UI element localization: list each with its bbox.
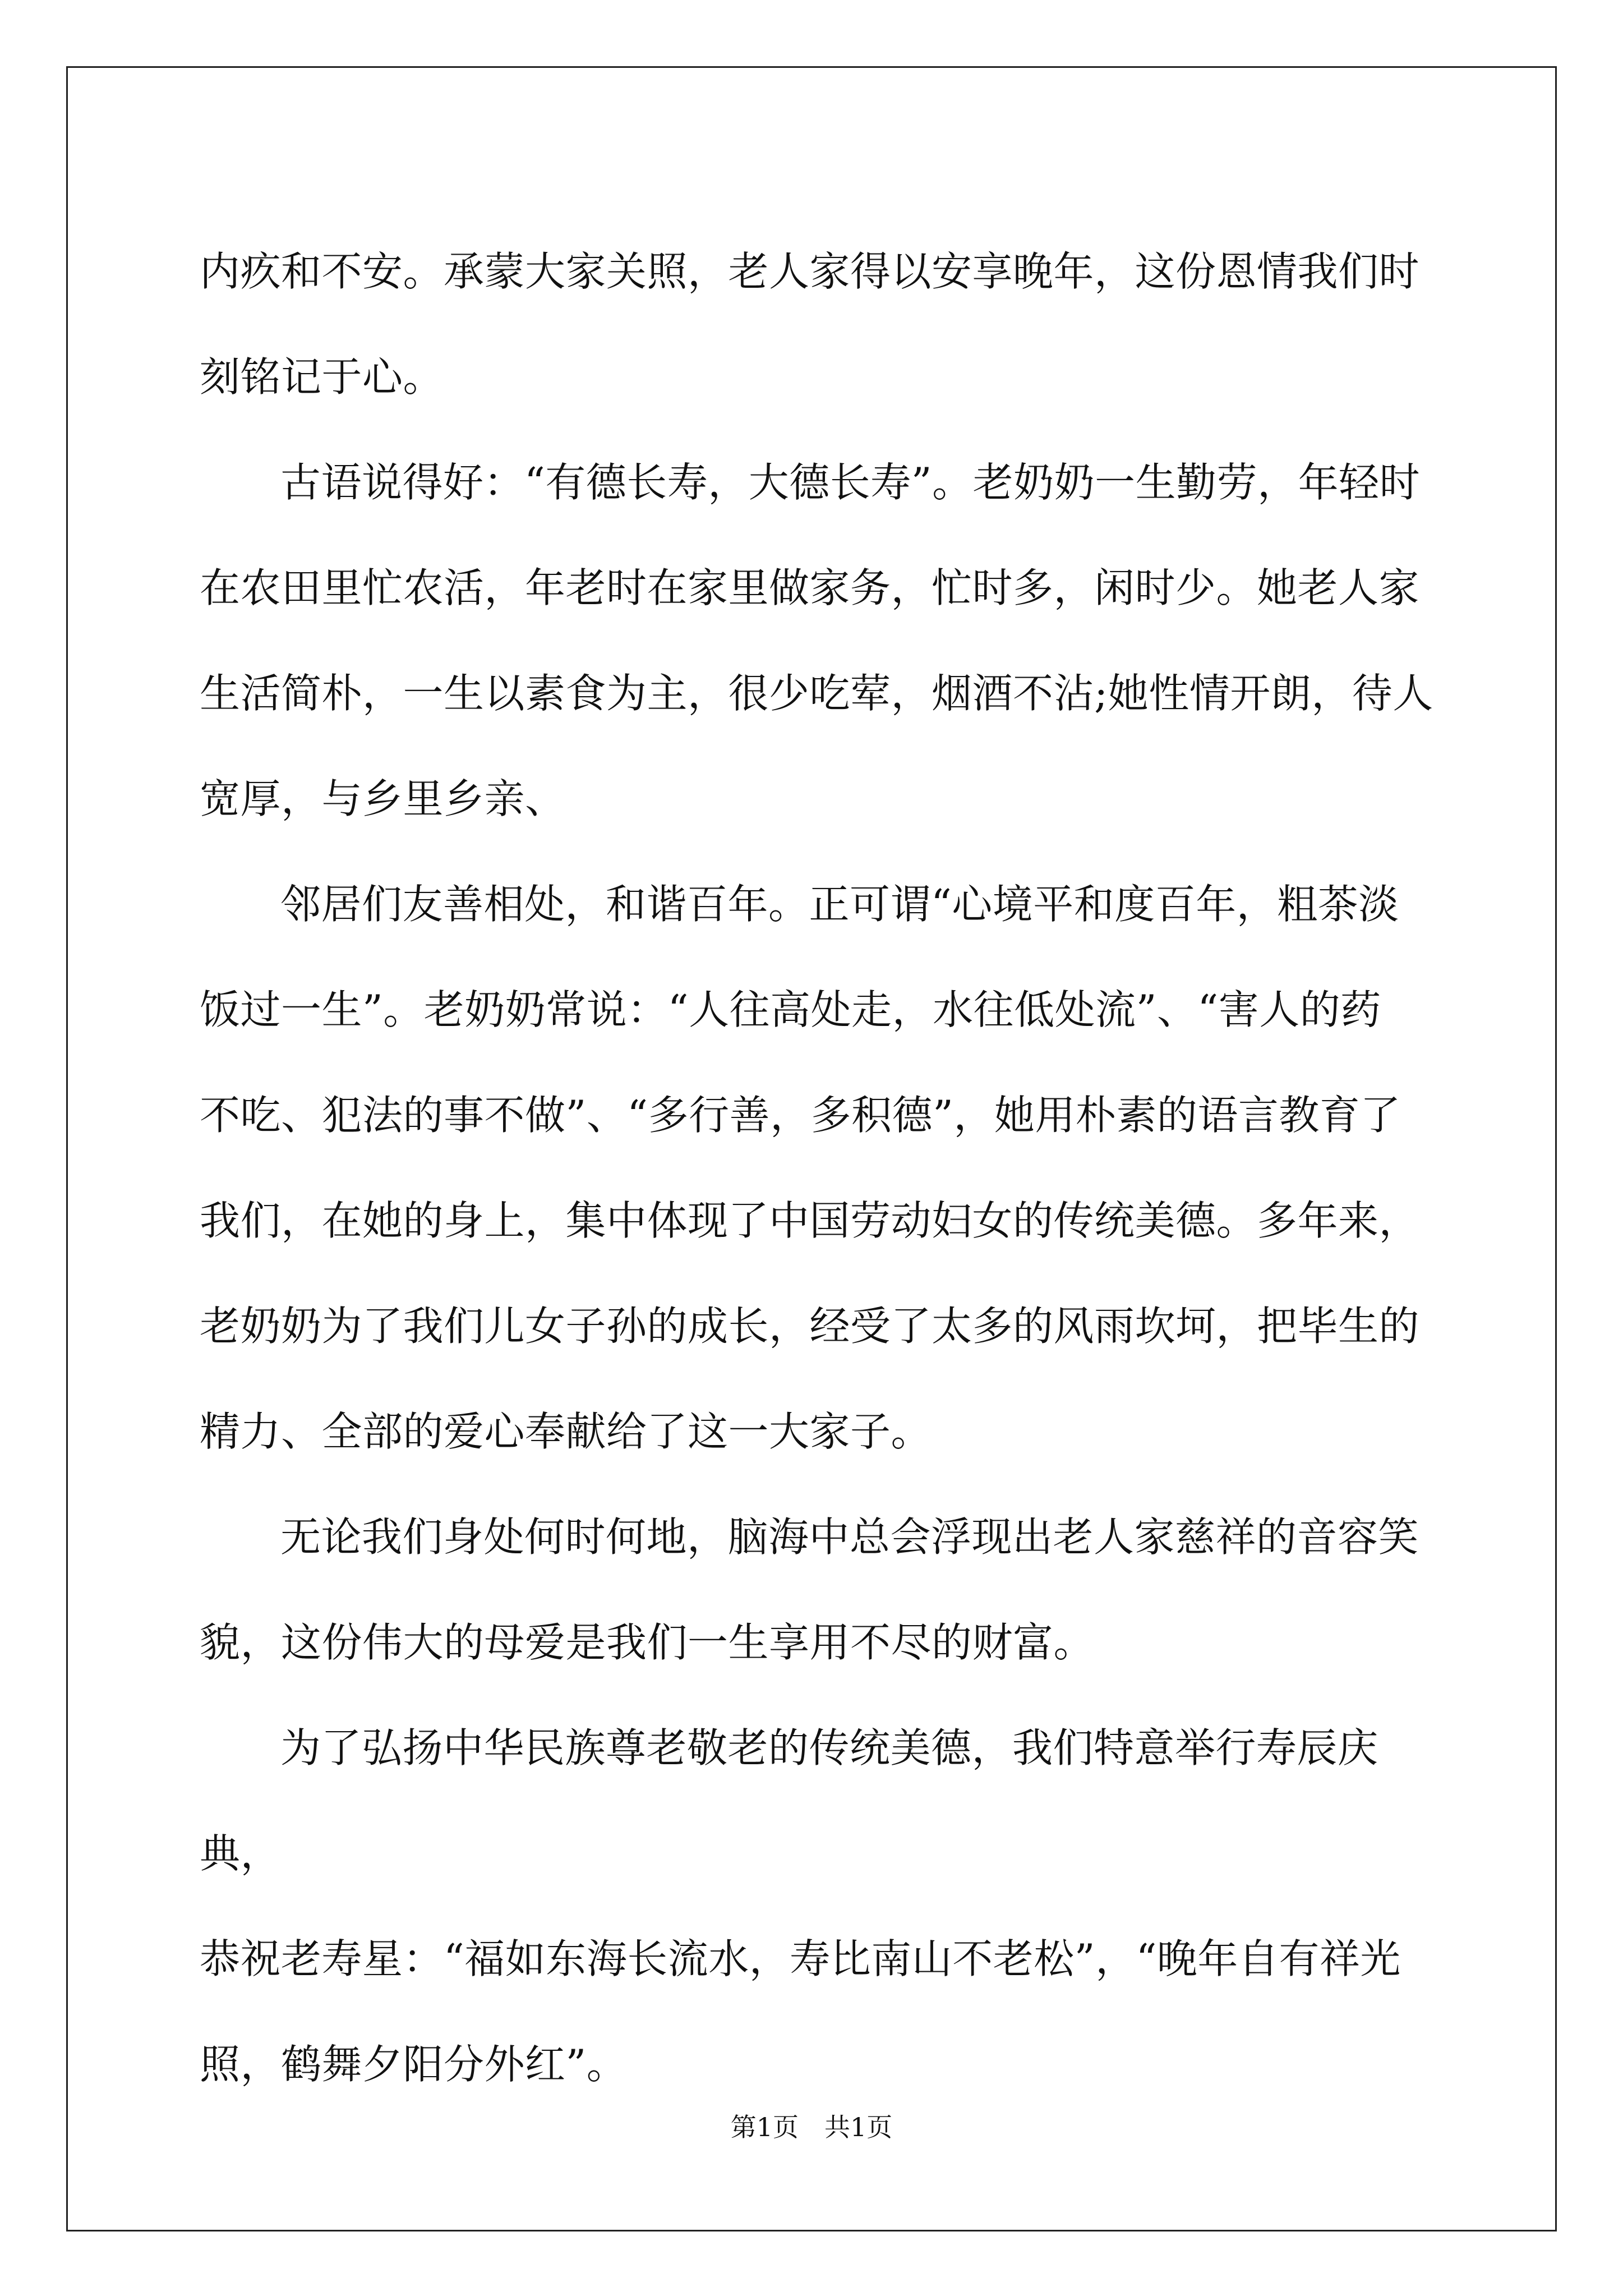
text-line: 照，鹤舞夕阳分外红”。 [200,2041,628,2088]
paragraph-4 [200,1484,1445,1695]
text-line: 精力、全部的爱心奉献给了这一大家子。 [200,1408,932,1455]
text-line: 在农田里忙农活，年老时在家里做家务，忙时多，闲时少。她老人家 [200,564,1420,611]
paragraph-3 [200,852,1445,1484]
document-body [200,219,1445,2117]
text-line: 饭过一生”。老奶奶常说：“人往高处走，水往低处流”、“害人的药 [200,986,1381,1033]
paragraph-5 [200,1695,1445,2117]
text-line: 生活简朴，一生以素食为主，很少吃荤，烟酒不沾;她性情开朗，待人 [200,670,1433,717]
text-line: 邻居们友善相处，和谐百年。正可谓“心境平和度百年，粗茶淡 [280,881,1399,928]
text-line: 古语说得好：“有德长寿，大德长寿”。老奶奶一生勤劳，年轻时 [280,459,1421,506]
paragraph-2 [200,430,1445,852]
text-line: 我们，在她的身上，集中体现了中国劳动妇女的传统美德。多年来， [200,1197,1420,1244]
paragraph-1 [200,219,1445,430]
text-line: 貌，这份伟大的母爱是我们一生享用不尽的财富。 [200,1619,1095,1666]
text-line: 宽厚，与乡里乡亲、 [200,775,566,822]
text-line: 刻铭记于心。 [200,353,444,401]
text-line: 老奶奶为了我们儿女子孙的成长，经受了太多的风雨坎坷，把毕生的 [200,1303,1420,1350]
text-line: 恭祝老寿星：“福如东海长流水，寿比南山不老松”，“晚年自有祥光 [200,1935,1401,1982]
page-number-footer: 第1页 共1页 [730,2112,893,2142]
text-line: 不吃、犯法的事不做”、“多行善，多积德”，她用朴素的语言教育了 [200,1092,1401,1139]
text-line: 内疚和不安。承蒙大家关照，老人家得以安享晚年，这份恩情我们时 [200,248,1420,295]
text-line: 无论我们身处何时何地，脑海中总会浮现出老人家慈祥的音容笑 [280,1513,1419,1561]
text-line: 为了弘扬中华民族尊老敬老的传统美德，我们特意举行寿辰庆典， [200,1724,1378,1877]
